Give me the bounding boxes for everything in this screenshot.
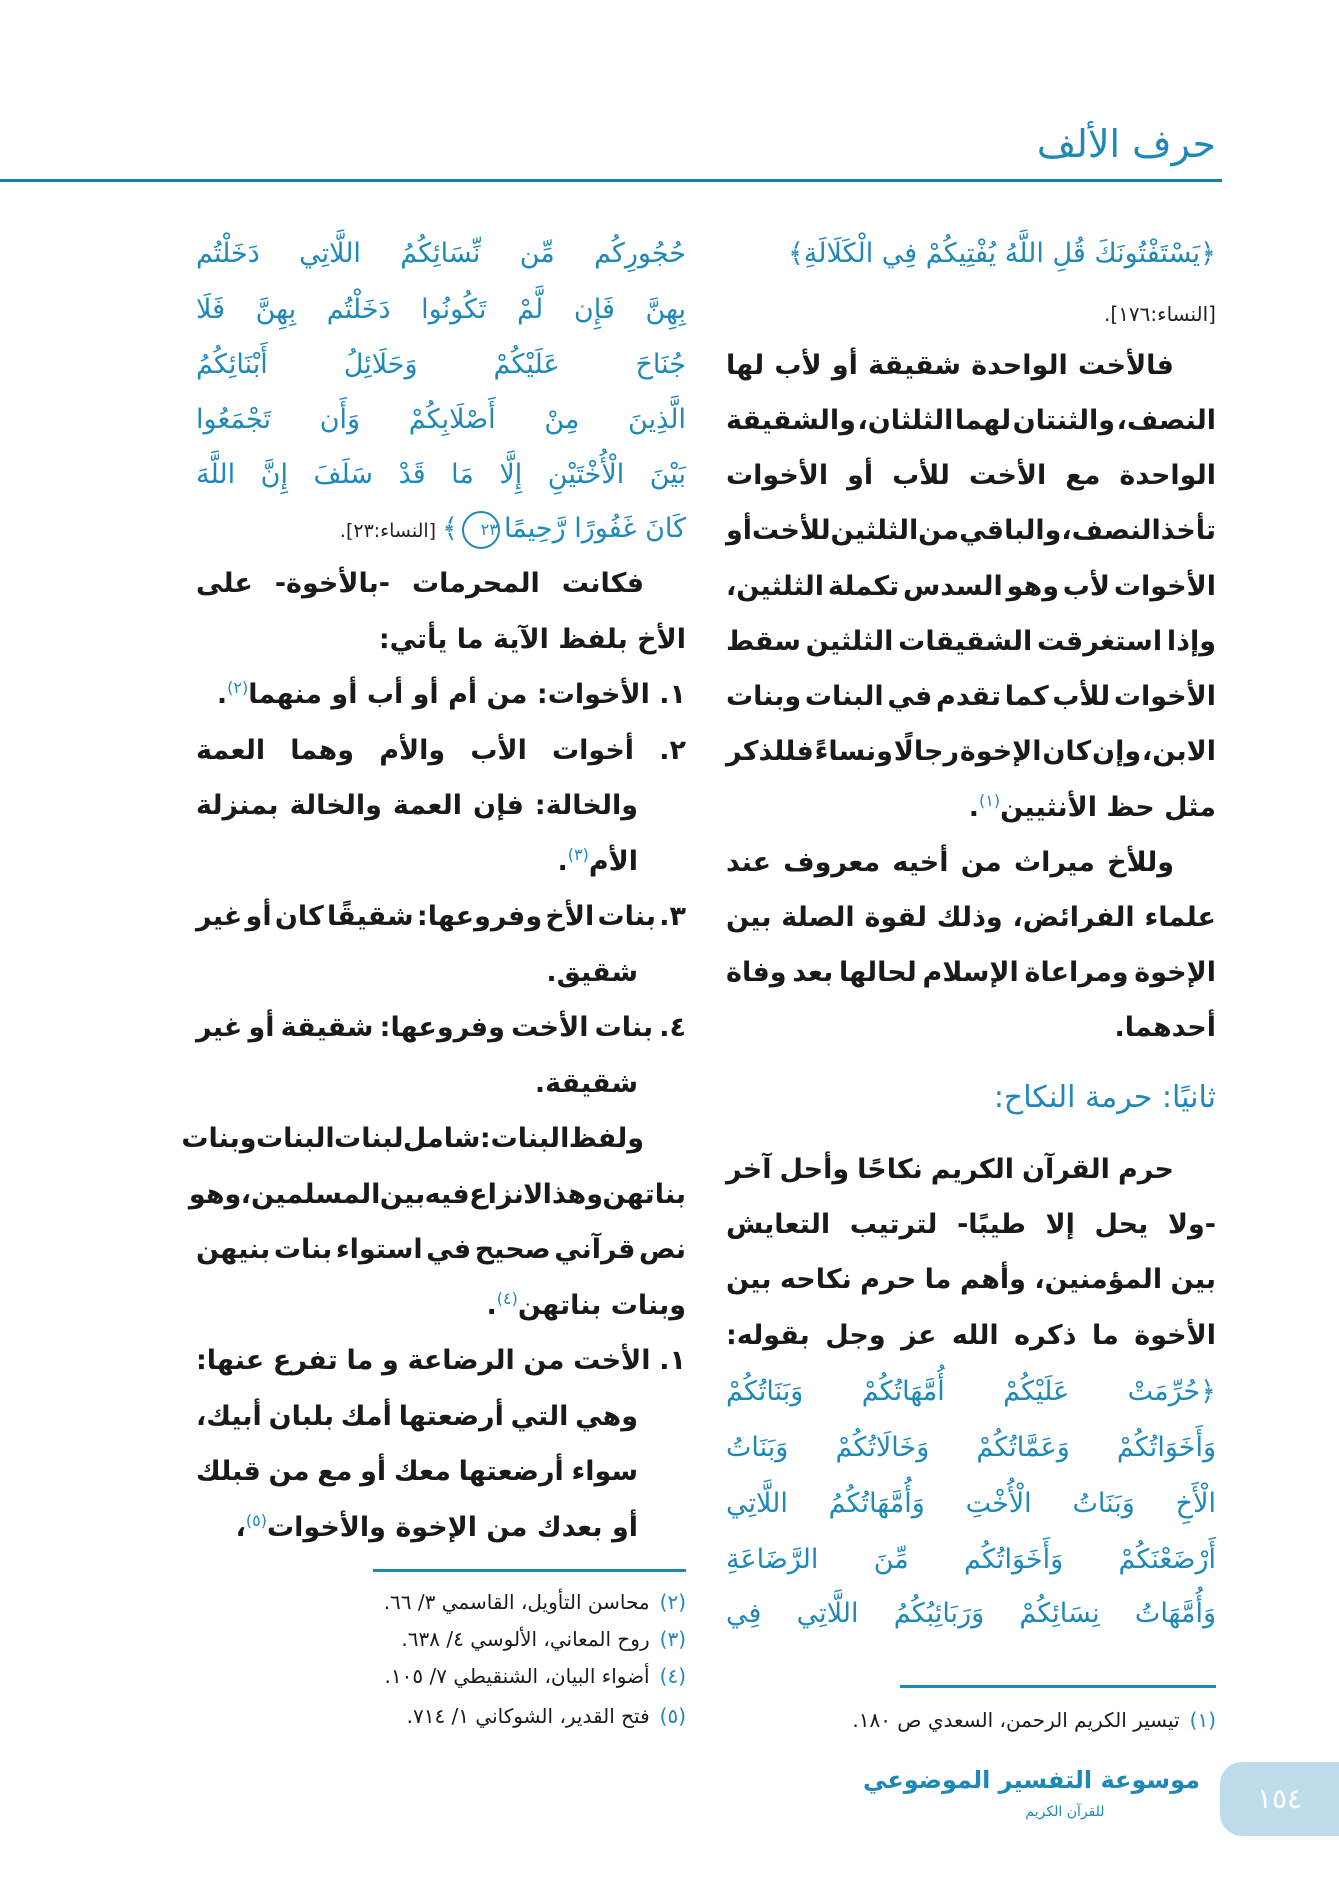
- footnote-marker: (٤): [496, 1288, 518, 1308]
- line-text: شقيقة.: [534, 1067, 638, 1099]
- line-text: فالأخت الواحدة شقيقة أو لأب لها: [726, 350, 1174, 381]
- line-text: حرم القرآن الكريم نكاحًا وأحل آخر: [726, 1154, 1174, 1185]
- line-text: ﴿يَسْتَفْتُونَكَ قُلِ اللَّهُ يُفْتِيكُمْ فِي الْكَلَالَةِ﴾: [787, 238, 1216, 269]
- footnote-text: فتح القدير، الشوكاني ١/ ٧١٤.: [406, 1704, 650, 1728]
- line-text: أحدهما.: [1114, 1012, 1216, 1043]
- text-line: [181, 1112, 686, 1166]
- quran-verse-line: [726, 1587, 1216, 1641]
- quran-verse-line: [726, 1477, 1216, 1531]
- line-text: أو بعدك من الإخوة والأخوات: [267, 1511, 638, 1543]
- line-text: ٤. بنات الأخت وفروعها: شقيقة أو غير: [196, 1012, 686, 1043]
- quran-verse-line: [196, 338, 686, 392]
- footnote-number: (٢): [659, 1590, 686, 1614]
- text-line: [196, 946, 686, 1000]
- quran-verse-line: [726, 227, 1216, 281]
- text-line: [726, 836, 1216, 890]
- text-line: [726, 339, 1216, 393]
- text-line: [726, 1198, 1216, 1252]
- logo-subtitle: للقرآن الكريم: [1025, 1804, 1105, 1820]
- text-line: [196, 1057, 686, 1111]
- line-text: الابن، وإن كان الإخوة رجالًا ونساءً فللذكر: [726, 736, 1216, 767]
- line-text: بَيْنَ الْأُخْتَيْنِ إِلَّا مَا قَدْ سَلَفَ إِنَّ اللَّهَ: [196, 459, 686, 490]
- line-text: ﴿حُرِّمَتْ عَلَيْكُمْ أُمَّهَاتُكُمْ وَبَنَاتُكُمْ: [726, 1376, 1216, 1407]
- text-line: [196, 779, 686, 833]
- text-line: [726, 504, 1216, 558]
- text-line: [726, 1001, 1216, 1055]
- line-text: ٢. أخوات الأب والأم وهما العمة: [196, 734, 686, 766]
- verse-reference: [النساء:٢٣].: [339, 520, 443, 542]
- text-line: [196, 1279, 686, 1333]
- text-line: [726, 394, 1216, 448]
- line-text: سواء أرضعتها معك أو مع من قبلك: [196, 1456, 638, 1487]
- footnote-number: (١): [1189, 1708, 1216, 1732]
- line-text: وَأُمَّهَاتُ نِسَائِكُمْ وَرَبَائِبُكُمُ اللَّاتِي فِي: [726, 1598, 1216, 1629]
- line-text: الواحدة مع الأخت للأب أو الأخوات: [726, 460, 1216, 491]
- verse-reference: [726, 287, 1216, 341]
- footnote: [401, 1622, 686, 1656]
- text-line: [726, 560, 1216, 614]
- chapter-title: حرف الألف: [1036, 122, 1216, 166]
- text-line: [196, 835, 686, 889]
- footnote-number: (٤): [659, 1664, 686, 1688]
- line-text: وإذا استغرقت الشقيقات الثلثين سقط: [726, 626, 1216, 657]
- punctuation: .: [486, 1289, 497, 1321]
- line-text: بِهِنَّ فَإِن لَّمْ تَكُونُوا دَخَلْتُم بِهِنَّ فَلَا: [196, 294, 686, 325]
- line-text: كَانَ غَفُورًا رَّحِيمًا: [503, 513, 686, 544]
- footnote: [852, 1703, 1216, 1737]
- footnote: [385, 1659, 686, 1693]
- punctuation: .: [557, 845, 568, 877]
- text-line: [726, 1143, 1216, 1197]
- punctuation: .: [968, 792, 980, 823]
- footnote-marker: (٥): [245, 1510, 268, 1530]
- text-line: [196, 1390, 686, 1444]
- text-line: [726, 781, 1216, 835]
- verse-close-bracket: ﴾: [442, 513, 458, 544]
- line-text: وللأخ ميراث من أخيه معروف عند: [726, 847, 1174, 878]
- text-line: [726, 1253, 1216, 1307]
- text-line: [188, 1168, 686, 1222]
- line-text: الأخ بلفظ الآية ما يأتي:: [378, 623, 686, 655]
- footnote-divider: [373, 1569, 686, 1572]
- footnote-text: أضواء البيان، الشنقيطي ٧/ ١٠٥.: [384, 1664, 650, 1688]
- footnote-number: (٣): [659, 1627, 686, 1651]
- line-text: ١. الأخت من الرضاعة و ما تفرع عنها:: [196, 1345, 686, 1376]
- text-line: [196, 1501, 686, 1555]
- text-line: [726, 891, 1216, 945]
- line-text: فكانت المحرمات -بالأخوة- على: [196, 568, 644, 599]
- logo-title: موسوعة التفسير الموضوعي: [863, 1766, 1200, 1794]
- text-line: [196, 557, 686, 611]
- quran-verse-line: [726, 1365, 1216, 1419]
- line-text: نص قرآني صحيح في استواء بنات بنيهن: [196, 1234, 686, 1265]
- text-line: [196, 1445, 686, 1499]
- text-line: [196, 1223, 686, 1277]
- text-line: [196, 1001, 686, 1055]
- line-text: الأخوات لأب وهو السدس تكملة الثلثين،: [726, 571, 1216, 602]
- footnote-text: محاسن التأويل، القاسمي ٣/ ٦٦.: [383, 1590, 650, 1614]
- footnote-marker: (٢): [227, 678, 249, 697]
- punctuation: ،: [235, 1511, 246, 1543]
- text-line: [196, 613, 686, 667]
- line-text: ٣. بنات الأخ وفروعها: شقيقًا كان أو غير: [196, 901, 686, 932]
- footnote-text: تيسير الكريم الرحمن، السعدي ص ١٨٠.: [852, 1708, 1180, 1732]
- quran-verse-line: [196, 227, 686, 281]
- encyclopedia-logo: [863, 1758, 1200, 1842]
- footnote-text: روح المعاني، الألوسي ٤/ ٦٣٨.: [401, 1627, 650, 1651]
- line-text: -ولا يحل إلا طيبًا- لترتيب التعايش: [726, 1209, 1216, 1240]
- text-line: [196, 890, 686, 944]
- line-text: شقيق.: [546, 956, 638, 988]
- text-line: [726, 449, 1216, 503]
- footnote-number: (٥): [659, 1704, 686, 1728]
- line-text: [النساء:١٧٦].: [1104, 302, 1216, 326]
- line-text: بين المؤمنين، وأهم ما حرم نكاحه بين: [726, 1264, 1216, 1295]
- text-line: [726, 615, 1216, 669]
- footnote-marker: (٣): [567, 844, 589, 864]
- quran-verse-line: [196, 283, 686, 337]
- line-text: وبنات بناتهن: [517, 1289, 686, 1321]
- line-text: الأخوة ما ذكره الله عز وجل بقوله:: [726, 1320, 1216, 1351]
- quran-verse-line: [726, 1421, 1216, 1475]
- line-text: مثل حظ الأنثيين: [1000, 792, 1216, 823]
- line-text: الإخوة ومراعاة الإسلام لحالها بعد وفاة: [726, 957, 1216, 988]
- page-number: ١٥٤: [1220, 1762, 1339, 1836]
- footnote: [384, 1585, 686, 1619]
- line-text: وهي التي أرضعتها أمك بلبان أبيك،: [196, 1400, 638, 1432]
- line-text: جُنَاحَ عَلَيْكُمْ وَحَلَائِلُ أَبْنَائِكُمُ: [196, 349, 686, 380]
- line-text: أَرْضَعْنَكُمْ وَأَخَوَاتُكُم مِّنَ الرَّضَاعَةِ: [726, 1544, 1216, 1575]
- line-text: النصف، والثنتان لهما الثلثان، والشقيقة: [726, 405, 1216, 436]
- section-heading: [726, 1071, 1216, 1125]
- text-line: [196, 668, 686, 722]
- line-text: الْأَخِ وَبَنَاتُ الْأُخْتِ وَأُمَّهَاتُكُمُ اللَّاتِي: [726, 1488, 1216, 1519]
- line-text: الأخوات للأب كما تقدم في البنات وبنات: [726, 681, 1216, 712]
- left-column: [181, 0, 686, 1560]
- quran-verse-line: [726, 1533, 1216, 1587]
- line-text: والخالة: فإن العمة والخالة بمنزلة: [196, 790, 638, 821]
- right-column: [726, 0, 1216, 1680]
- text-line: [196, 1334, 686, 1388]
- line-text: ولفظ البنات: شامل لبنات البنات وبنات: [181, 1123, 644, 1154]
- text-line: [726, 1309, 1216, 1363]
- line-text: تأخذ النصف، والباقي من الثلثين للأخت أو: [726, 515, 1216, 546]
- quran-verse-line: [196, 393, 686, 447]
- footnote-divider: [900, 1685, 1216, 1688]
- line-text: الأم: [588, 845, 638, 877]
- text-line: [726, 946, 1216, 1000]
- footnote-marker: (١): [979, 791, 1001, 810]
- line-text: وَأَخَوَاتُكُمْ وَعَمَّاتُكُمْ وَخَالَاتُكُمْ وَبَنَاتُ: [726, 1432, 1216, 1463]
- line-text: بناتهن وهذا لا نزاع فيه بين المسلمين، وهو: [188, 1178, 686, 1210]
- line-text: ثانيًا: حرمة النكاح:: [993, 1080, 1216, 1115]
- line-text: حُجُورِكُم مِّن نِّسَائِكُمُ اللَّاتِي دَخَلْتُم: [196, 238, 686, 269]
- quran-verse-line: [196, 448, 686, 502]
- line-text: علماء الفرائض، وذلك لقوة الصلة بين: [726, 902, 1216, 933]
- punctuation: .: [216, 679, 228, 710]
- quran-verse-line: [196, 502, 686, 556]
- text-line: [726, 670, 1216, 724]
- footnote: [407, 1699, 686, 1733]
- line-text: ١. الأخوات: من أم أو أب أو منهما: [248, 679, 686, 710]
- line-text: الَّذِينَ مِنْ أَصْلَابِكُمْ وَأَن تَجْمَعُوا: [196, 404, 686, 435]
- ayah-number-marker: ٢٣: [462, 511, 500, 549]
- text-line: [196, 724, 686, 778]
- text-line: [726, 725, 1216, 779]
